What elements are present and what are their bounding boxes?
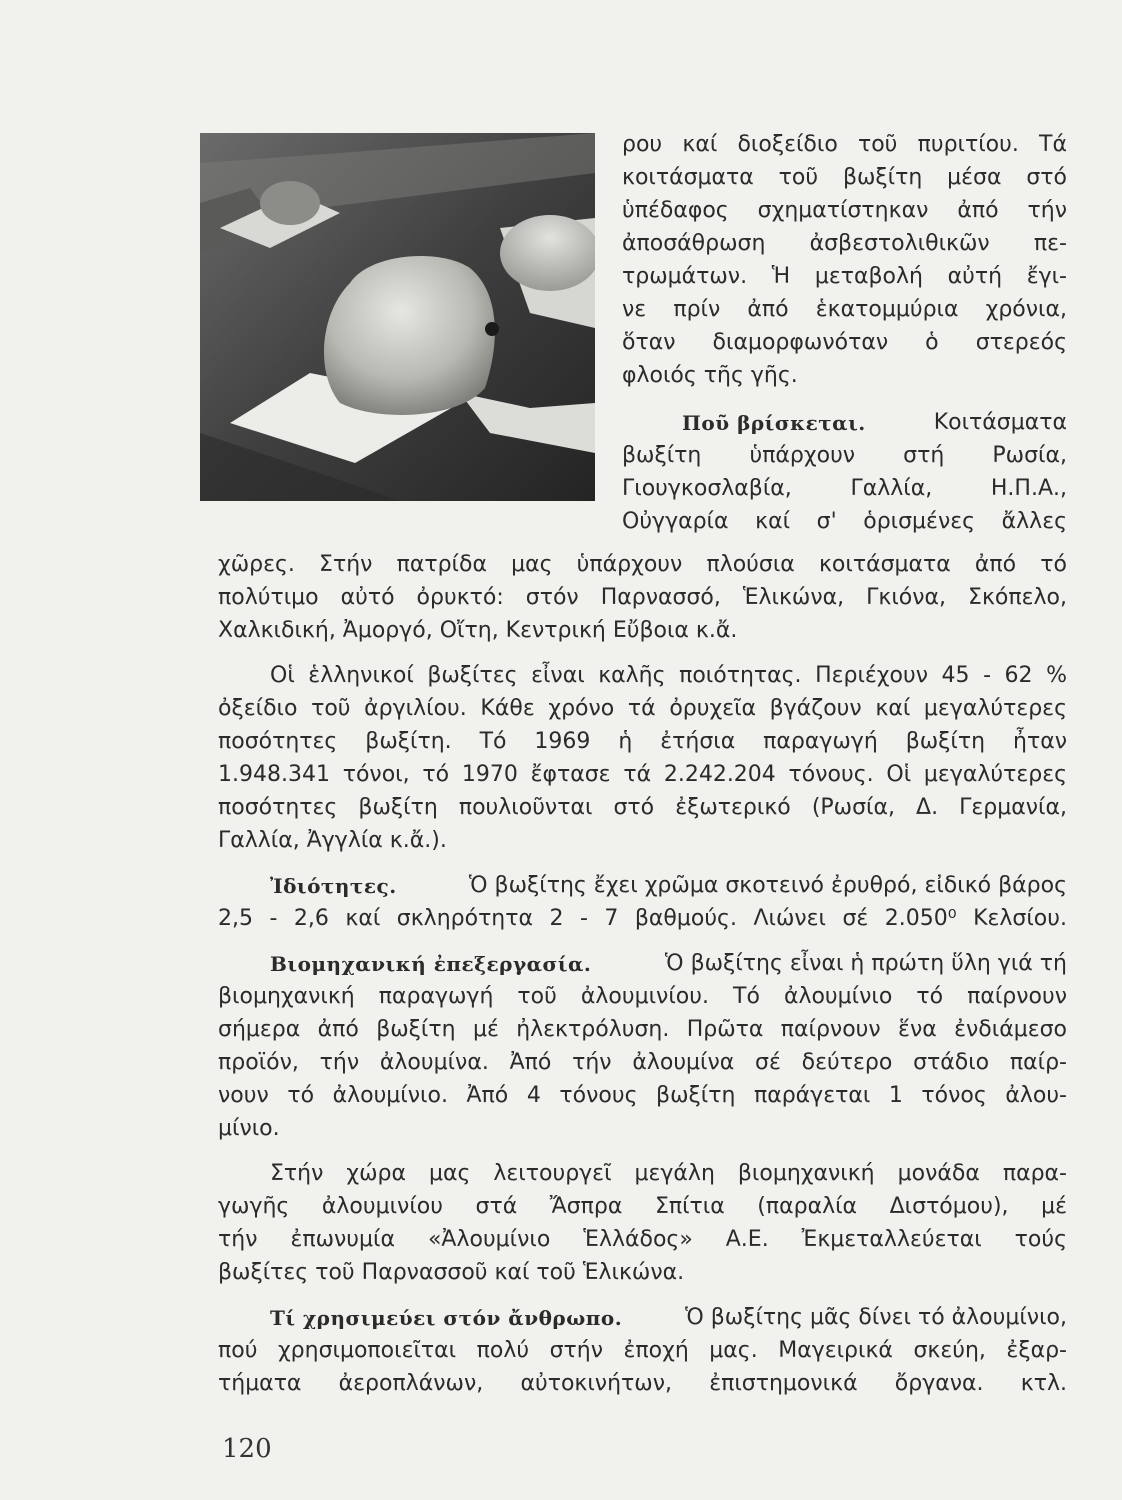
text-line: Οἱ ἑλληνικοί βωξίτες εἶναι καλῆς ποιότητας. Περιέχουν 45 - 62 % xyxy=(270,663,1067,688)
text-span: Κοιτάσματα xyxy=(933,410,1067,435)
text-line: ὅταν διαμορφωνόταν ὁ στερεός xyxy=(622,330,1067,355)
text-span: Ὁ βωξίτης μᾶς δίνει τό ἀλουμίνιο, xyxy=(685,1305,1067,1330)
text-line: γωγῆς ἀλουμινίου στά Ἄσπρα Σπίτια (παραλία Διστόμου), μέ xyxy=(218,1194,1067,1219)
text-line: πού χρησιμοποιεῖται πολύ στήν ἐποχή μας. Μαγειρικά σκεύη, ἐξαρ- xyxy=(218,1338,1067,1363)
text-line: Στήν χώρα μας λειτουργεῖ μεγάλη βιομηχανική μονάδα παρα- xyxy=(270,1161,1067,1186)
section-heading-properties: Ἰδιότητες. xyxy=(270,874,397,898)
text-line: Χαλκιδική, Ἀμοργό, Οἴτη, Κεντρική Εὔβοια κ.ἄ. xyxy=(218,618,738,643)
text-line: φλοιός τῆς γῆς. xyxy=(622,363,798,388)
text-line: προϊόν, τήν ἀλουμίνα. Ἀπό τήν ἀλουμίνα σέ δεύτερο στάδιο παίρ- xyxy=(218,1050,1067,1075)
text-line: νε πρίν ἀπό ἑκατομμύρια χρόνια, xyxy=(622,297,1067,322)
section-heading-line xyxy=(622,408,1067,438)
text-line: χῶρες. Στήν πατρίδα μας ὑπάρχουν πλούσια κοιτάσματα ἀπό τό xyxy=(218,552,1067,577)
section-heading-line xyxy=(218,1303,1067,1333)
text-line: 1.948.341 τόνοι, τό 1970 ἔφτασε τά 2.242.204 τόνους. Οἱ μεγαλύτερες xyxy=(218,762,1067,787)
text-span: Ὁ βωξίτης ἔχει χρῶμα σκοτεινό ἐρυθρό, εἰδικό βάρος xyxy=(468,873,1067,898)
text-line: βωξίτη ὑπάρχουν στή Ρωσία, xyxy=(622,443,1067,468)
text-line: ρου καί διοξείδιο τοῦ πυριτίου. Τά xyxy=(622,132,1067,157)
section-heading-industrial-processing: Βιομηχανική ἐπεξεργασία. xyxy=(270,952,592,976)
text-line: τήματα ἀεροπλάνων, αὐτοκινήτων, ἐπιστημονικά ὄργανα. κτλ. xyxy=(218,1371,1067,1396)
text-line: βιομηχανική παραγωγή τοῦ ἀλουμινίου. Τό ἀλουμίνιο τό παίρνουν xyxy=(218,984,1067,1009)
section-heading-line xyxy=(218,871,1067,901)
text-line: 2,5 - 2,6 καί σκληρότητα 2 - 7 βαθμούς. Λιώνει σέ 2.050⁰ Κελσίου. xyxy=(218,906,1067,931)
text-line: νουν τό ἀλουμίνιο. Ἀπό 4 τόνους βωξίτη παράγεται 1 τόνος ἀλου- xyxy=(218,1083,1067,1108)
text-line: Γιουγκοσλαβία, Γαλλία, Η.Π.Α., xyxy=(622,476,1067,501)
text-line: ὑπέδαφος σχηματίστηκαν ἀπό τήν xyxy=(622,198,1067,223)
section-heading-line xyxy=(218,949,1067,979)
text-line: Οὐγγαρία καί σ' ὁρισμένες ἄλλες xyxy=(622,509,1067,534)
text-line: τρωμάτων. Ἡ μεταβολή αὐτή ἔγι- xyxy=(622,264,1067,289)
text-span: Ὁ βωξίτης εἶναι ἡ πρώτη ὕλη γιά τή xyxy=(664,951,1067,976)
text-line: τήν ἐπωνυμία «Ἀλουμίνιο Ἑλλάδος» Α.Ε. Ἐκμεταλλεύεται τούς xyxy=(218,1227,1067,1252)
section-heading-where: Ποῦ βρίσκεται. xyxy=(682,411,866,435)
text-line: ἀποσάθρωση ἀσβεστολιθικῶν πε- xyxy=(622,231,1067,256)
page-number: 120 xyxy=(222,1434,272,1464)
text-line: ποσότητες βωξίτη πουλιοῦνται στό ἐξωτερικό (Ρωσία, Δ. Γερμανία, xyxy=(218,795,1067,820)
text-line: μίνιο. xyxy=(218,1116,280,1141)
text-line: βωξίτες τοῦ Παρνασσοῦ καί τοῦ Ἑλικώνα. xyxy=(218,1260,685,1285)
text-line: ὀξείδιο τοῦ ἀργιλίου. Κάθε χρόνο τά ὀρυχεῖα βγάζουν καί μεγαλύτερες xyxy=(218,696,1067,721)
section-heading-uses: Τί χρησιμεύει στόν ἄνθρωπο. xyxy=(270,1306,623,1330)
text-line: κοιτάσματα τοῦ βωξίτη μέσα στό xyxy=(622,165,1067,190)
text-line: σήμερα ἀπό βωξίτη μέ ἠλεκτρόλυση. Πρῶτα παίρνουν ἕνα ἐνδιάμεσο xyxy=(218,1017,1067,1042)
text-line: Γαλλία, Ἀγγλία κ.ἄ.). xyxy=(218,828,447,853)
text-line: ποσότητες βωξίτη. Τό 1969 ἡ ἐτήσια παραγωγή βωξίτη ἦταν xyxy=(218,729,1067,754)
text-line: πολύτιμο αὐτό ὀρυκτό: στόν Παρνασσό, Ἑλικώνα, Γκιόνα, Σκόπελο, xyxy=(218,585,1067,610)
